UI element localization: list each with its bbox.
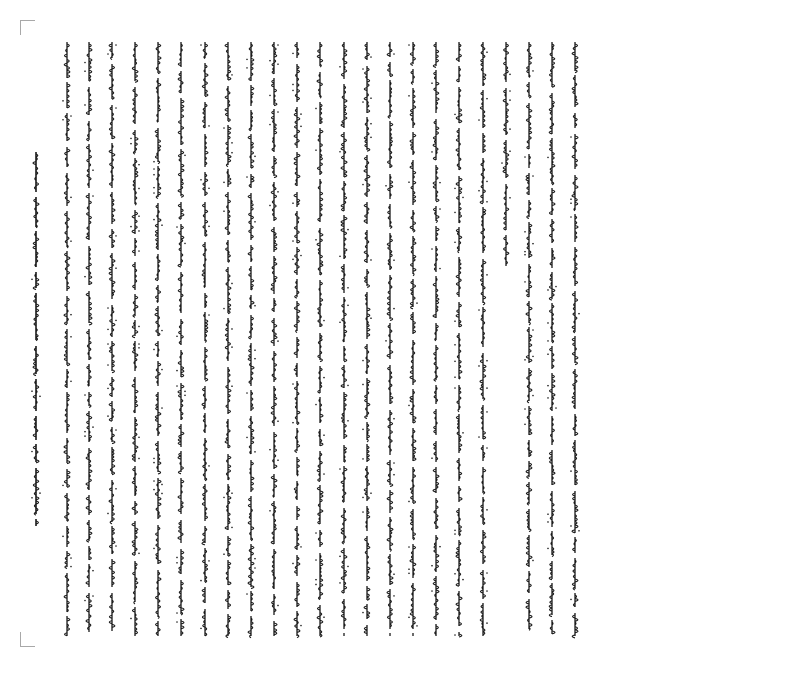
text-column-22 (545, 40, 559, 640)
text-column-5 (151, 40, 165, 640)
text-column-10 (267, 40, 281, 640)
text-column-11 (290, 40, 304, 640)
text-column-13 (337, 40, 351, 640)
text-column-12 (313, 40, 327, 640)
document-title-column (28, 150, 44, 530)
text-column-14 (360, 40, 374, 640)
crop-mark-top-left (20, 20, 35, 35)
text-column-9 (244, 40, 258, 640)
text-column-8 (221, 40, 235, 640)
text-column-21 (522, 40, 536, 640)
text-column-3 (105, 40, 119, 640)
text-column-16 (406, 40, 420, 640)
text-column-19 (476, 40, 490, 640)
text-column-17 (429, 40, 443, 640)
text-column-6 (174, 40, 188, 640)
text-column-2 (82, 40, 96, 640)
text-column-1 (60, 40, 74, 640)
text-column-4 (128, 40, 142, 640)
text-column-7 (198, 40, 212, 640)
text-column-18 (452, 40, 466, 640)
text-column-15 (383, 40, 397, 640)
crop-mark-bottom-left (20, 632, 35, 647)
text-column-23 (568, 40, 582, 640)
text-column-20 (499, 40, 513, 270)
